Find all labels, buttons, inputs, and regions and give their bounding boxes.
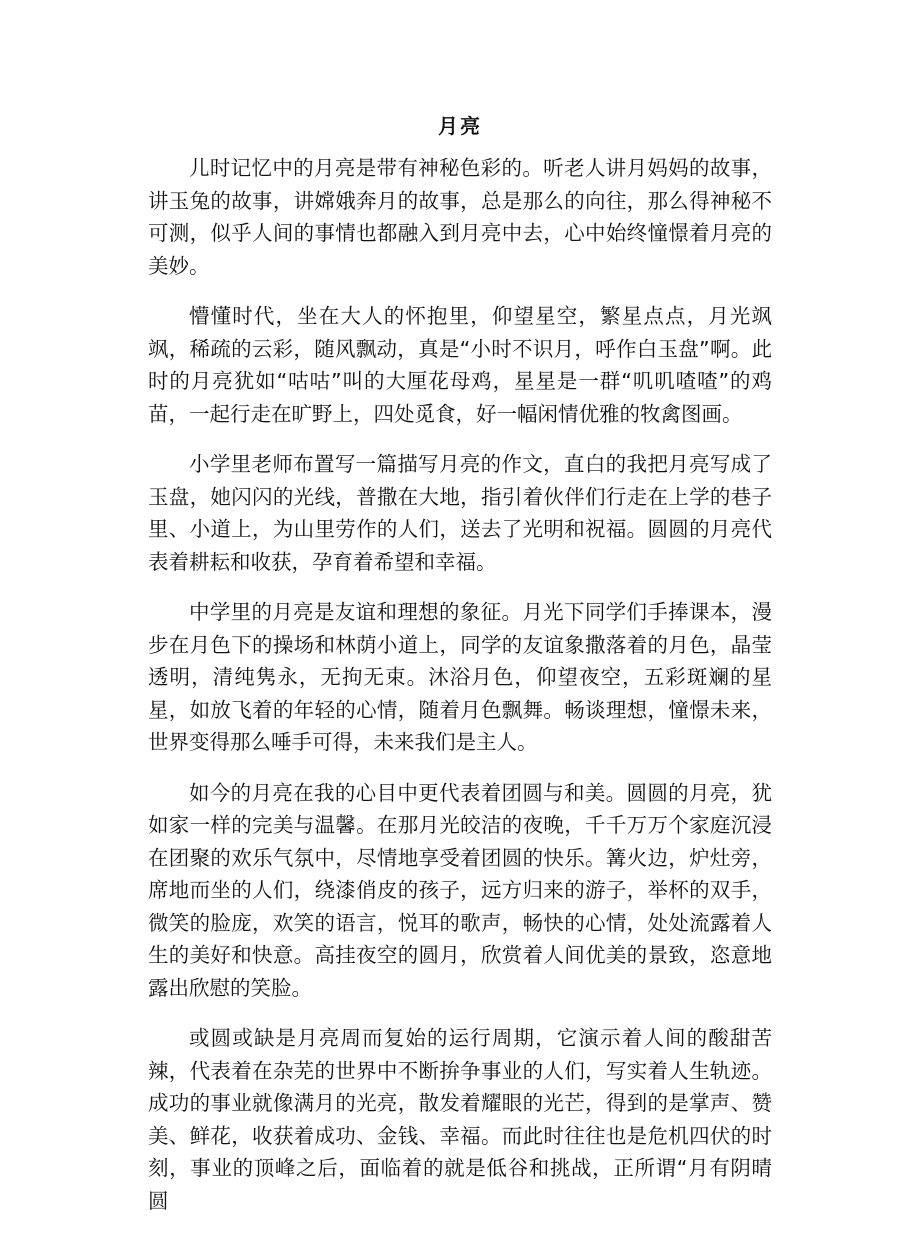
- document-title: 月亮: [438, 114, 482, 138]
- document-body: [148, 152, 772, 1235]
- paragraph: 中学里的月亮是友谊和理想的象征。月光下同学们手捧课本，漫步在月色下的操场和林荫小道上，同学的友谊象撒落着的月色，晶莹透明，清纯隽永，无拘无束。沐浴月色，仰望夜空，五彩斑斓的星星，如放飞着的年轻的心情，随着月色飘舞。畅谈理想，憧憬未来，世界变得那么唾手可得，未来我们是主人。: [148, 600, 772, 754]
- paragraph: 懵懂时代，坐在大人的怀抱里，仰望星空，繁星点点，月光飒飒，稀疏的云彩，随风飘动，真是“小时不识月，呼作白玉盘”啊。此时的月亮犹如“咕咕”叫的大厘花母鸡，星星是一群“叽叽喳喳”的鸡苗，一起行走在旷野上，四处觅食，好一幅闲情优雅的牧禽图画。: [148, 304, 772, 426]
- paragraph: 如今的月亮在我的心目中更代表着团圆与和美。圆圆的月亮，犹如家一样的完美与温馨。在那月光皎洁的夜晚，千千万万个家庭沉浸在团聚的欢乐气氛中，尽情地享受着团圆的快乐。篝火边，炉灶旁，席地而坐的人们，绕漆俏皮的孩子，远方归来的游子，举杯的双手，微笑的脸庞，欢笑的语言，悦耳的歌声，畅快的心情，处处流露着人生的美好和快意。高挂夜空的圆月，欣赏着人间优美的景致，恣意地露出欣慰的笑脸。: [148, 780, 772, 1000]
- paragraph: 或圆或缺是月亮周而复始的运行周期，它演示着人间的酸甜苦辣，代表着在杂芜的世界中不断拚争事业的人们，写实着人生轨迹。成功的事业就像满月的光亮，散发着耀眼的光芒，得到的是掌声、赞美、鲜花，收获着成功、金钱、幸福。而此时往往也是危机四伏的时刻，事业的顶峰之后，面临着的就是低谷和挑战，正所谓“月有阴晴圆: [148, 1026, 772, 1213]
- paragraph: 小学里老师布置写一篇描写月亮的作文，直白的我把月亮写成了玉盘，她闪闪的光线，普撒在大地，指引着伙伴们行走在上学的巷子里、小道上，为山里劳作的人们，送去了光明和祝福。圆圆的月亮代表着耕耘和收获，孕育着希望和幸福。: [148, 452, 772, 574]
- paragraph: 儿时记忆中的月亮是带有神秘色彩的。听老人讲月妈妈的故事，讲玉兔的故事，讲嫦娥奔月的故事，总是那么的向往，那么得神秘不可测，似乎人间的事情也都融入到月亮中去，心中始终憧憬着月亮的美妙。: [148, 156, 772, 278]
